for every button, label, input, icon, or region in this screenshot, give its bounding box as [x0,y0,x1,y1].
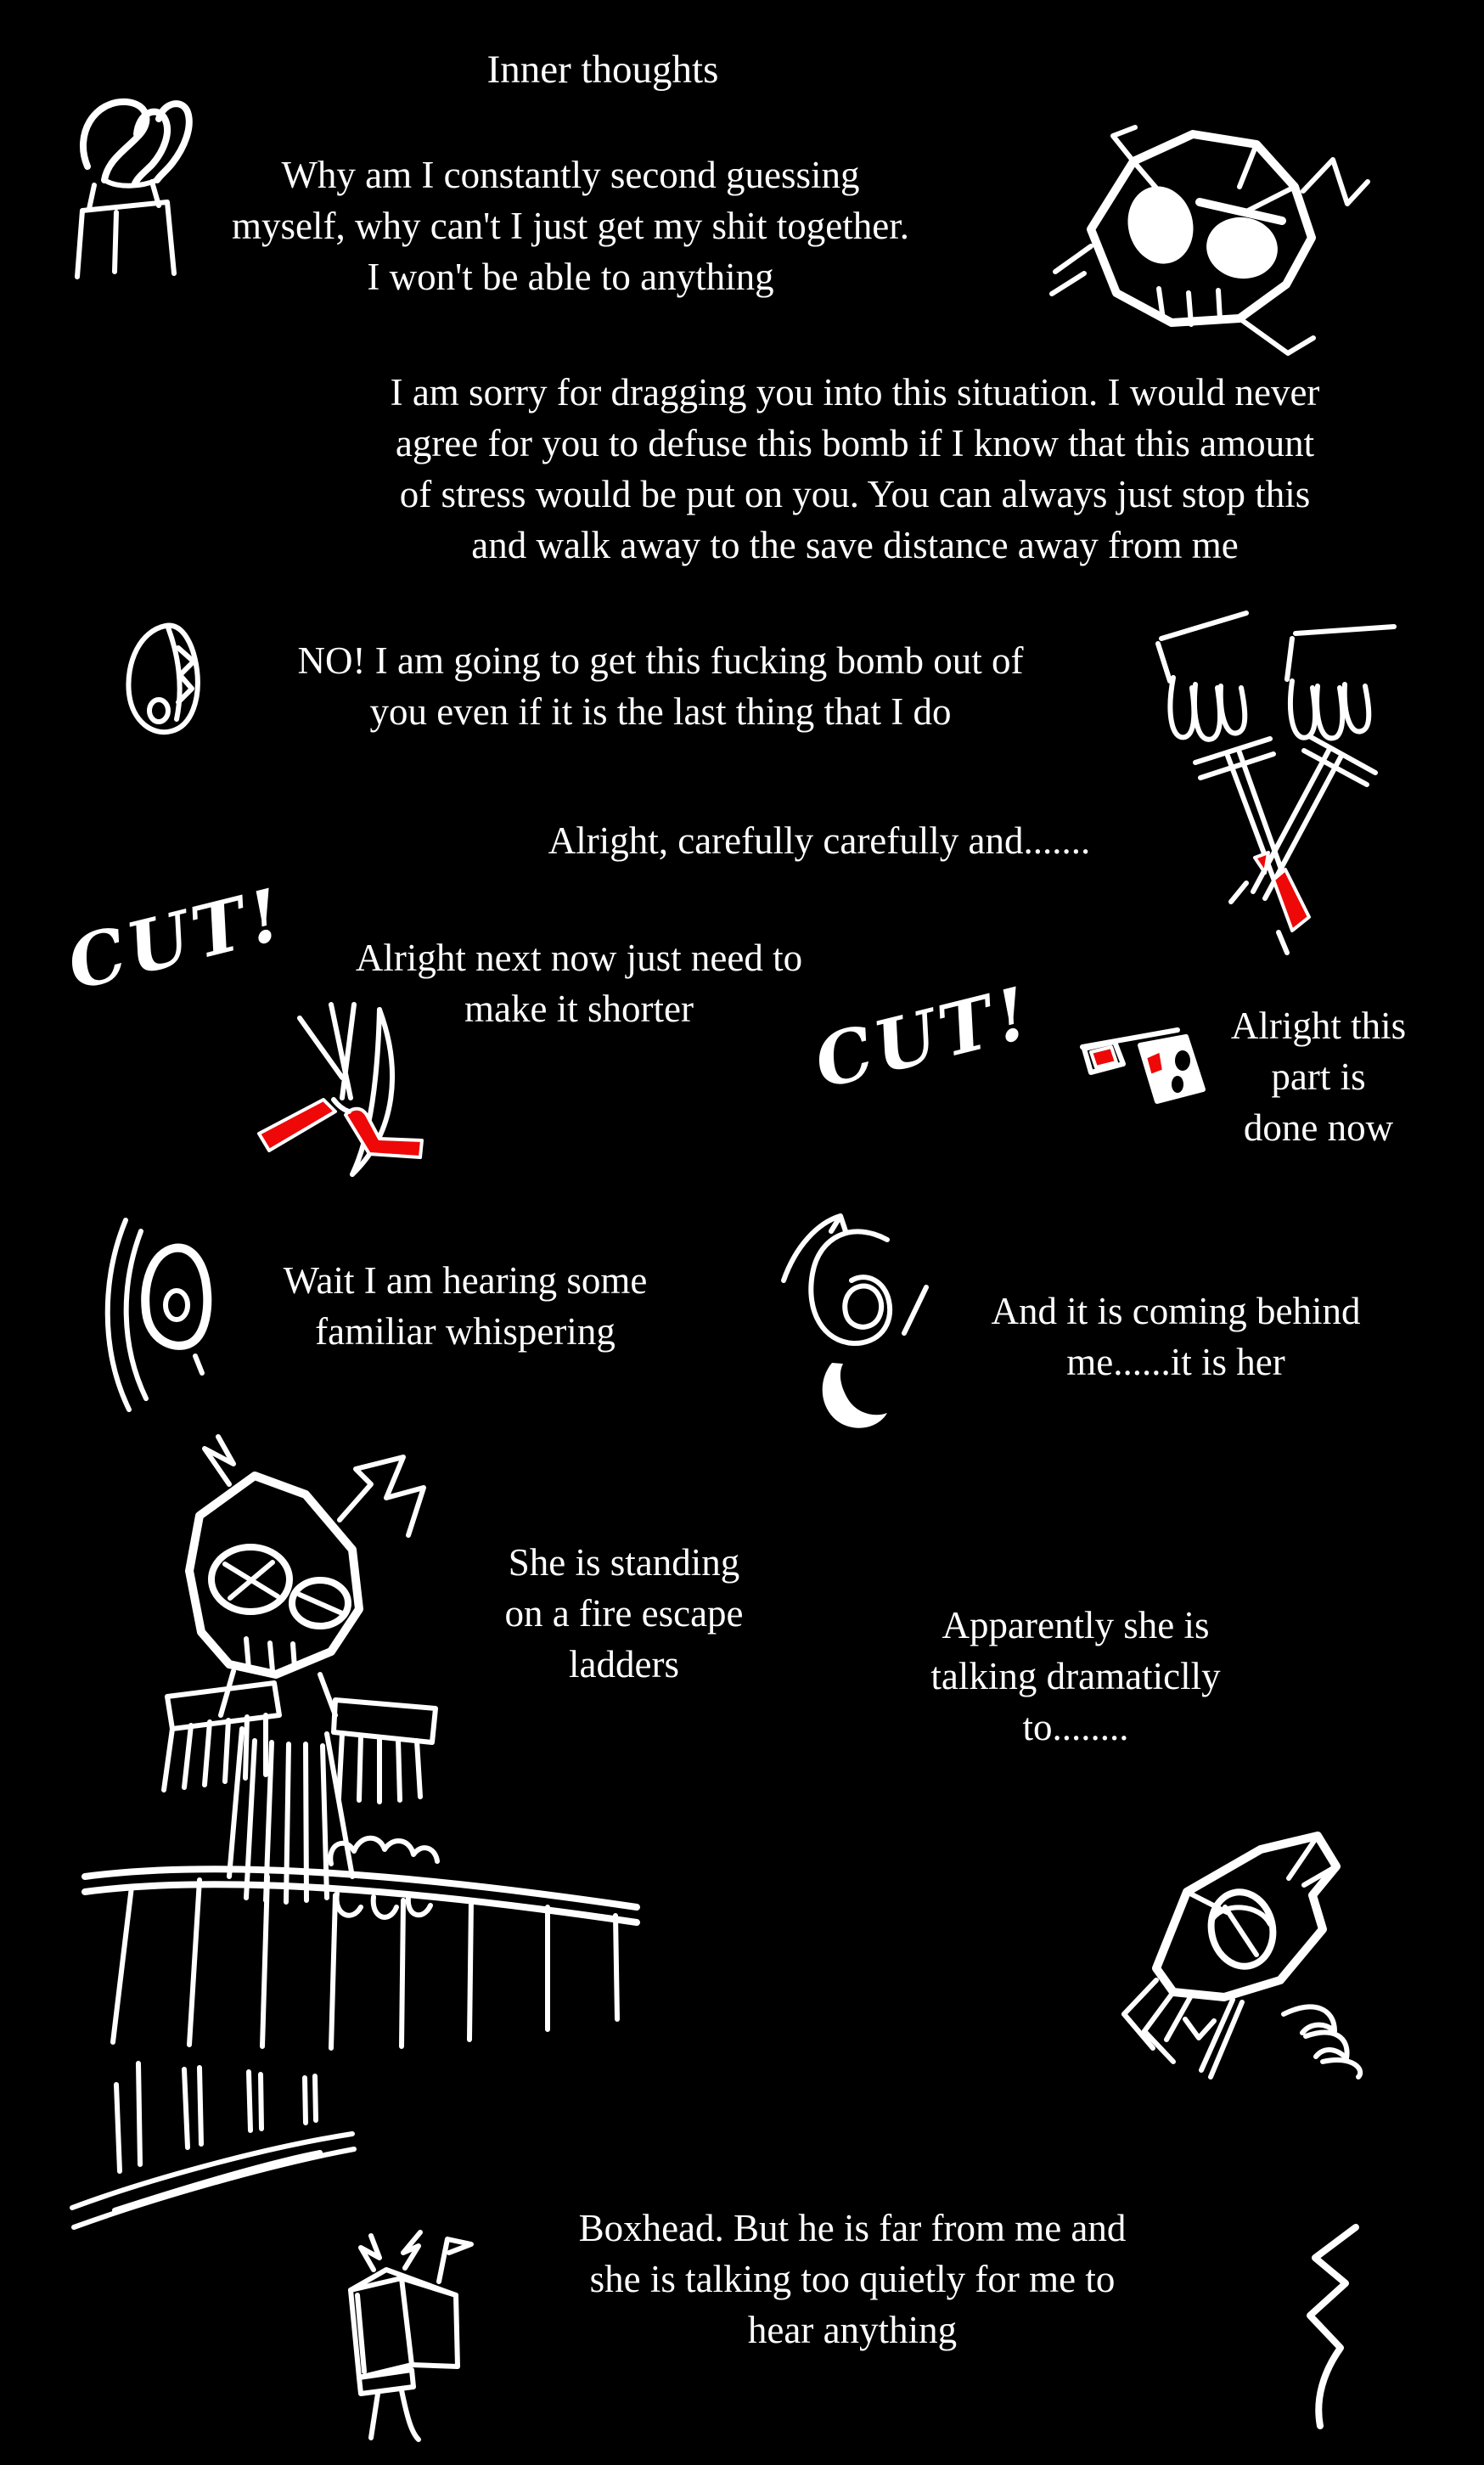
railing-icon [64,2034,361,2233]
egg-face-icon [119,616,204,743]
caption-boxhead-far: Boxhead. But he is far from me and she is talking too quietly for me to hear anything [578,2207,1127,2351]
caption-apology: I am sorry for dragging you into this situation. I would never agree for you to defuse this bomb if I know that this amount of stress would be put on you. You can always just stop this and walk away to the save distance away from me [390,371,1320,566]
ear-left-icon [93,1210,208,1422]
caption-part-done: Alright this part is done now [1230,1005,1407,1149]
caption-dramatic-talking: Apparently she is talking dramaticlly to........ [930,1604,1221,1748]
skull-lady-icon [72,1435,649,2055]
page-title-text: Inner thoughts [486,48,719,92]
squiggle-icon [1295,2220,1380,2433]
caption-carefully: Alright, carefully carefully and....... [548,819,1091,862]
caption-refusal: NO! I am going to get this fucking bomb out of you even if it is the last thing that I do [297,639,1024,733]
cut-wire-piece-icon [1074,1023,1218,1112]
hands-with-knives-icon [1146,603,1409,934]
boxhead-distant-icon [327,2229,484,2441]
boxhead-tilted-icon [1104,1817,1392,2080]
clenched-hand-icon [64,85,208,289]
caption-inner-monologue-1: Why am I constantly second guessing myself, why can't I just get my shit together. I won't be able to anything [232,154,909,298]
cut-lettering-1: CUT! [59,871,294,1006]
caption-fire-escape: She is standing on a fire escape ladders [504,1541,744,1686]
caption-make-shorter: Alright next now just need to make it shorter [355,937,803,1030]
page-title [487,44,719,95]
caption-behind-me: And it is coming behind me......it is her [991,1290,1361,1383]
cut-wire-icon [250,998,454,1197]
cut-lettering-2: CUT! [806,970,1041,1105]
skull-head-icon [1031,110,1371,365]
ear-center-icon [760,1206,930,1444]
caption-whispering: Wait I am hearing some familiar whispering [283,1259,648,1353]
